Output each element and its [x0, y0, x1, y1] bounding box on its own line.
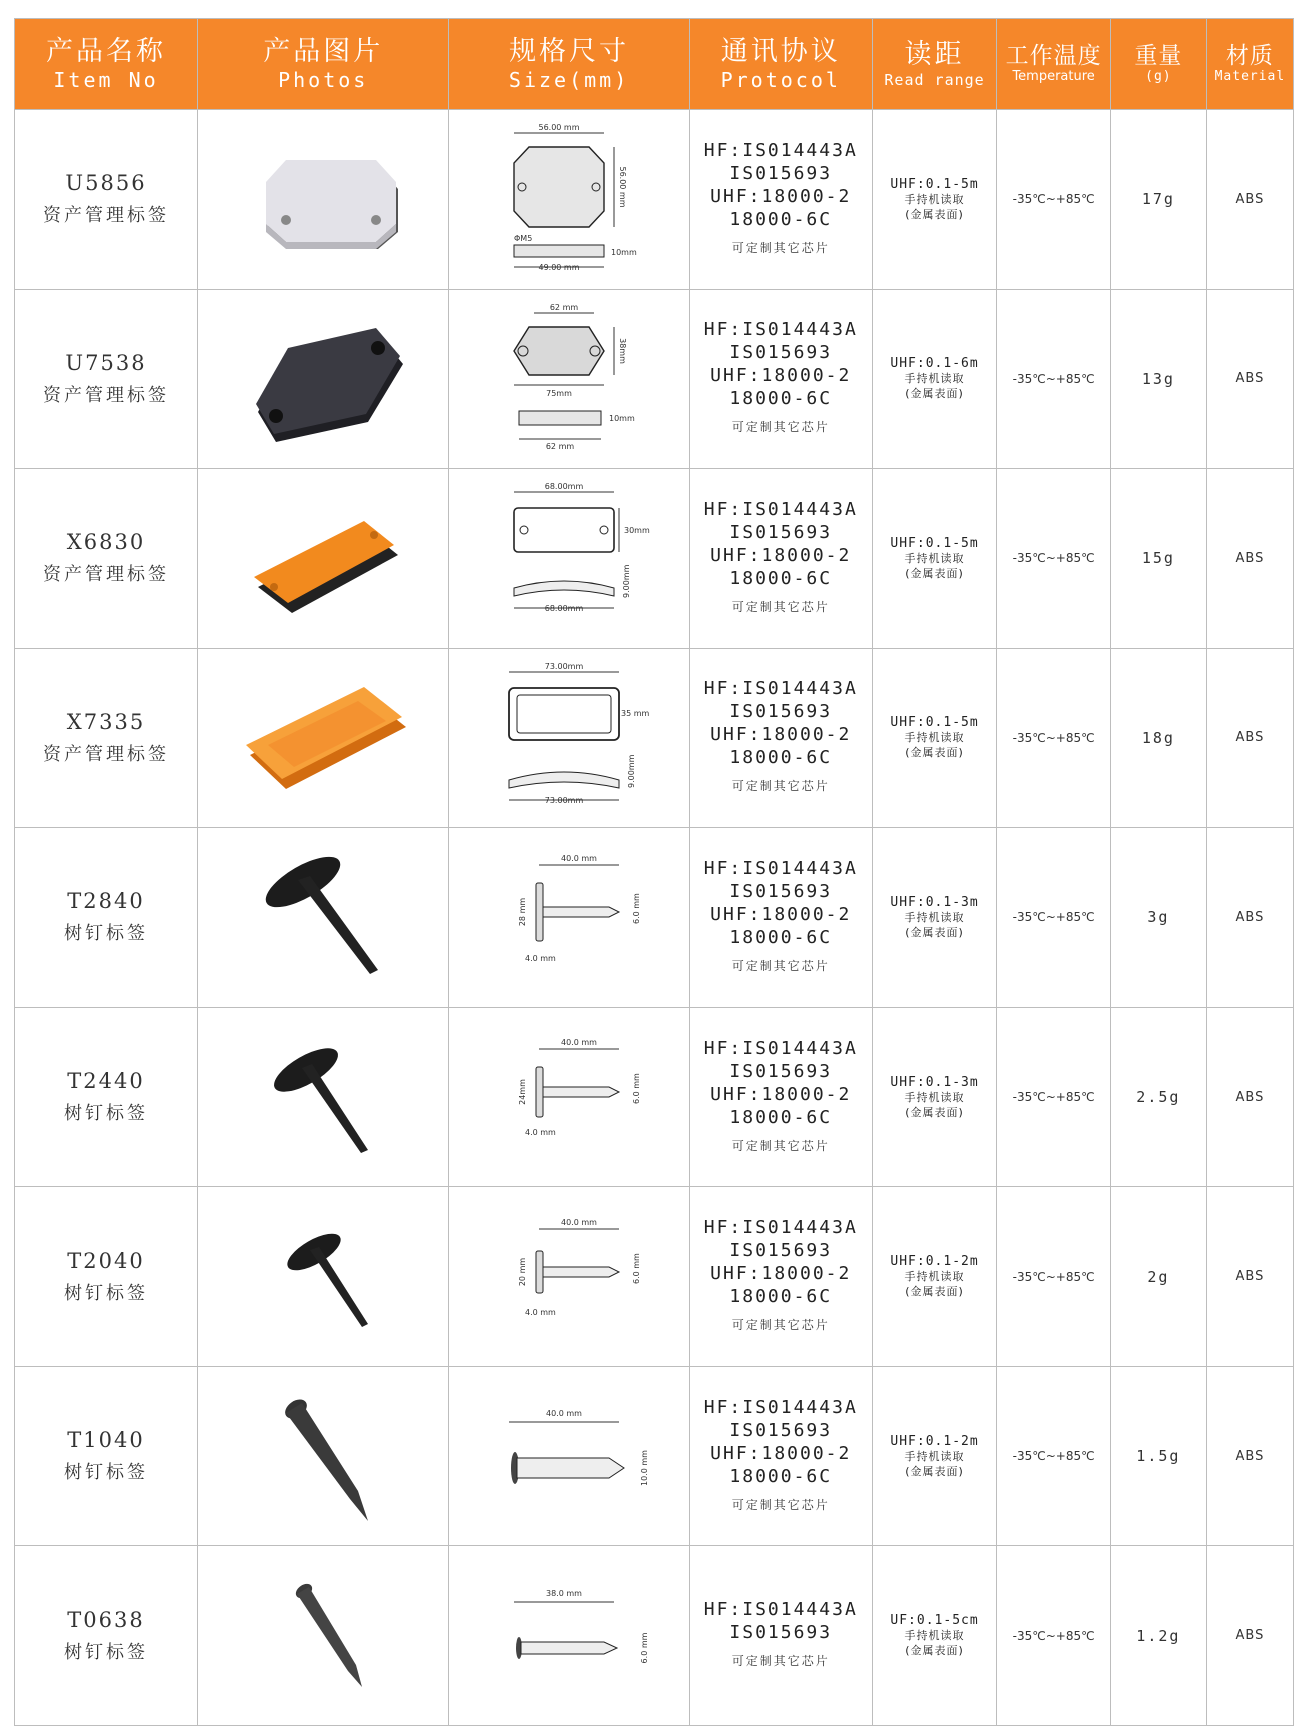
- item-number: U7538: [65, 350, 147, 375]
- size-drawing: [479, 478, 659, 638]
- item-cell: [15, 1187, 198, 1367]
- photo-cell: [198, 469, 449, 649]
- item-number: X6830: [66, 530, 146, 555]
- svg-text:4.0 mm: 4.0 mm: [525, 1128, 556, 1137]
- size-drawing: [479, 119, 659, 279]
- size-drawing: [479, 1566, 659, 1706]
- material-cell: ABS: [1206, 648, 1293, 828]
- item-number: T2040: [67, 1248, 145, 1273]
- weight-cell: 3g: [1110, 828, 1206, 1008]
- item-cell: [15, 1546, 198, 1726]
- product-photo: [228, 304, 418, 454]
- weight-cell: 17g: [1110, 110, 1206, 290]
- table-row: [15, 1187, 1294, 1367]
- product-photo: [228, 483, 418, 633]
- svg-text:68.00mm: 68.00mm: [544, 482, 584, 492]
- read-range-cell: UHF:0.1-3m 手持机读取 (金属表面): [872, 828, 997, 1008]
- size-cell: [449, 1007, 689, 1187]
- item-name: 树钉标签: [64, 1103, 148, 1124]
- product-photo: [228, 124, 418, 274]
- material-cell: ABS: [1206, 1187, 1293, 1367]
- protocol-cell: HF:IS014443A IS015693 UHF:18000-2 18000-6C 可定制其它芯片: [689, 110, 872, 290]
- material-cell: ABS: [1206, 110, 1293, 290]
- protocol-cell: HF:IS014443A IS015693 UHF:18000-2 18000-6C 可定制其它芯片: [689, 469, 872, 649]
- header-temperature: 工作温度 Temperature: [997, 19, 1111, 110]
- svg-text:30mm: 30mm: [624, 526, 650, 536]
- read-range-cell: UHF:0.1-2m 手持机读取 (金属表面): [872, 1366, 997, 1546]
- product-photo: [228, 1561, 418, 1711]
- table-row: [15, 1366, 1294, 1546]
- temperature-cell: -35℃~+85℃: [997, 1546, 1111, 1726]
- protocol-cell: HF:IS014443A IS015693 UHF:18000-2 18000-6C 可定制其它芯片: [689, 1366, 872, 1546]
- material-cell: ABS: [1206, 1366, 1293, 1546]
- item-cell: [15, 828, 198, 1008]
- material-cell: ABS: [1206, 1007, 1293, 1187]
- size-cell: [449, 469, 689, 649]
- svg-text:10mm: 10mm: [611, 248, 637, 258]
- svg-text:56.00 mm: 56.00 mm: [538, 123, 580, 133]
- item-number: U5856: [65, 171, 147, 196]
- photo-cell: [198, 648, 449, 828]
- size-cell: [449, 110, 689, 290]
- protocol-cell: HF:IS014443A IS015693 UHF:18000-2 18000-6C 可定制其它芯片: [689, 648, 872, 828]
- protocol-cell: HF:IS014443A IS015693 可定制其它芯片: [689, 1546, 872, 1726]
- size-drawing: [479, 1207, 659, 1347]
- item-number: T1040: [67, 1428, 145, 1453]
- material-cell: ABS: [1206, 469, 1293, 649]
- weight-cell: 18g: [1110, 648, 1206, 828]
- table-row: [15, 828, 1294, 1008]
- svg-text:4.0 mm: 4.0 mm: [525, 1307, 556, 1317]
- product-photo: [228, 1202, 418, 1352]
- svg-text:40.0 mm: 40.0 mm: [561, 854, 598, 864]
- item-number: X7335: [66, 709, 146, 734]
- svg-text:49.00 mm: 49.00 mm: [538, 263, 580, 273]
- size-cell: [449, 1366, 689, 1546]
- read-range-cell: UHF:0.1-5m 手持机读取 (金属表面): [872, 648, 997, 828]
- photo-cell: [198, 110, 449, 290]
- svg-text:73.00mm: 73.00mm: [544, 661, 584, 671]
- size-drawing: [479, 1386, 659, 1526]
- weight-cell: 15g: [1110, 469, 1206, 649]
- material-cell: ABS: [1206, 828, 1293, 1008]
- svg-text:75mm: 75mm: [546, 388, 572, 398]
- svg-text:9.00mm: 9.00mm: [622, 564, 632, 599]
- temperature-cell: -35℃~+85℃: [997, 289, 1111, 469]
- read-range-cell: UHF:0.1-5m 手持机读取 (金属表面): [872, 110, 997, 290]
- weight-cell: 13g: [1110, 289, 1206, 469]
- read-range-cell: UHF:0.1-6m 手持机读取 (金属表面): [872, 289, 997, 469]
- item-number: T2440: [67, 1069, 145, 1093]
- item-cell: [15, 289, 198, 469]
- size-drawing: [479, 658, 659, 818]
- material-cell: ABS: [1206, 1546, 1293, 1726]
- svg-text:10.0 mm: 10.0 mm: [640, 1450, 650, 1487]
- svg-text:38mm: 38mm: [618, 337, 628, 364]
- table-row: [15, 289, 1294, 469]
- read-range-cell: UHF:0.1-3m 手持机读取 (金属表面): [872, 1007, 997, 1187]
- svg-text:6.0 mm: 6.0 mm: [640, 1632, 650, 1664]
- svg-text:62 mm: 62 mm: [549, 302, 579, 312]
- svg-text:10mm: 10mm: [609, 413, 635, 423]
- svg-text:68.00mm: 68.00mm: [544, 604, 584, 614]
- svg-text:62 mm: 62 mm: [545, 441, 575, 451]
- item-name: 资产管理标签: [43, 205, 169, 227]
- temperature-cell: -35℃~+85℃: [997, 1187, 1111, 1367]
- svg-text:9.00mm: 9.00mm: [627, 754, 637, 788]
- temperature-cell: -35℃~+85℃: [997, 110, 1111, 290]
- item-cell: [15, 469, 198, 649]
- temperature-cell: -35℃~+85℃: [997, 469, 1111, 649]
- size-drawing: [479, 299, 659, 459]
- photo-cell: [198, 1366, 449, 1546]
- temperature-cell: -35℃~+85℃: [997, 1366, 1111, 1546]
- photo-cell: [198, 289, 449, 469]
- header-photos: 产品图片 Photos: [198, 19, 449, 110]
- header-weight: 重量 (g): [1110, 19, 1206, 110]
- table-row: [15, 1007, 1294, 1187]
- size-cell: [449, 1546, 689, 1726]
- svg-text:28 mm: 28 mm: [518, 898, 528, 927]
- svg-text:6.0 mm: 6.0 mm: [632, 893, 642, 925]
- product-photo: [228, 1381, 418, 1531]
- header-read-range: 读距 Read range: [872, 19, 997, 110]
- table-row: [15, 110, 1294, 290]
- svg-text:24mm: 24mm: [518, 1079, 528, 1105]
- weight-cell: 1.5g: [1110, 1366, 1206, 1546]
- table-row: [15, 469, 1294, 649]
- photo-cell: [198, 1007, 449, 1187]
- item-name: 树钉标签: [64, 1462, 148, 1484]
- item-cell: [15, 1007, 198, 1187]
- item-cell: [15, 1366, 198, 1546]
- size-drawing: [479, 1027, 659, 1167]
- svg-text:73.00mm: 73.00mm: [544, 795, 584, 805]
- header-protocol: 通讯协议 Protocol: [689, 19, 872, 110]
- item-name: 树钉标签: [64, 923, 148, 945]
- item-name: 资产管理标签: [43, 743, 169, 765]
- item-name: 资产管理标签: [43, 564, 169, 586]
- size-drawing: [479, 847, 659, 987]
- temperature-cell: -35℃~+85℃: [997, 828, 1111, 1008]
- svg-text:4.0 mm: 4.0 mm: [525, 954, 556, 964]
- photo-cell: [198, 828, 449, 1008]
- item-name: 树钉标签: [64, 1641, 148, 1663]
- temperature-cell: -35℃~+85℃: [997, 1007, 1111, 1187]
- svg-text:40.0 mm: 40.0 mm: [546, 1409, 583, 1419]
- protocol-cell: HF:IS014443A IS015693 UHF:18000-2 18000-6C 可定制其它芯片: [689, 1187, 872, 1367]
- item-number: T2840: [67, 889, 145, 914]
- table-row: [15, 1546, 1294, 1726]
- item-name: 资产管理标签: [43, 384, 169, 406]
- weight-cell: 2.5g: [1110, 1007, 1206, 1187]
- read-range-cell: UHF:0.1-2m 手持机读取 (金属表面): [872, 1187, 997, 1367]
- product-photo: [228, 842, 418, 992]
- photo-cell: [198, 1546, 449, 1726]
- header-row: [15, 19, 1294, 110]
- svg-text:6.0 mm: 6.0 mm: [632, 1252, 642, 1284]
- item-number: T0638: [67, 1607, 145, 1632]
- product-photo: [228, 663, 418, 813]
- svg-text:38.0 mm: 38.0 mm: [546, 1588, 583, 1598]
- size-cell: [449, 828, 689, 1008]
- protocol-cell: HF:IS014443A IS015693 UHF:18000-2 18000-6C 可定制其它芯片: [689, 828, 872, 1008]
- protocol-cell: HF:IS014443A IS015693 UHF:18000-2 18000-6C 可定制其它芯片: [689, 289, 872, 469]
- protocol-cell: HF:IS014443A IS015693 UHF:18000-2 18000-6C 可定制其它芯片: [689, 1007, 872, 1187]
- svg-text:20 mm: 20 mm: [518, 1257, 528, 1286]
- size-cell: [449, 1187, 689, 1367]
- svg-text:ΦM5: ΦM5: [514, 234, 533, 244]
- weight-cell: 2g: [1110, 1187, 1206, 1367]
- svg-text:6.0 mm: 6.0 mm: [632, 1073, 642, 1104]
- svg-text:40.0 mm: 40.0 mm: [561, 1217, 598, 1227]
- temperature-cell: -35℃~+85℃: [997, 648, 1111, 828]
- photo-cell: [198, 1187, 449, 1367]
- item-cell: [15, 110, 198, 290]
- material-cell: ABS: [1206, 289, 1293, 469]
- weight-cell: 1.2g: [1110, 1546, 1206, 1726]
- product-photo: [228, 1022, 418, 1172]
- svg-text:35 mm: 35 mm: [621, 708, 650, 718]
- svg-text:40.0 mm: 40.0 mm: [561, 1038, 598, 1047]
- read-range-cell: UHF:0.1-5m 手持机读取 (金属表面): [872, 469, 997, 649]
- size-cell: [449, 648, 689, 828]
- table-row: [15, 648, 1294, 828]
- svg-text:56.00 mm: 56.00 mm: [618, 166, 628, 208]
- header-size: 规格尺寸 Size(mm): [449, 19, 689, 110]
- header-item-no: 产品名称 Item No: [15, 19, 198, 110]
- item-cell: [15, 648, 198, 828]
- read-range-cell: UF:0.1-5cm 手持机读取 (金属表面): [872, 1546, 997, 1726]
- item-name: 树钉标签: [64, 1282, 148, 1304]
- size-cell: [449, 289, 689, 469]
- header-material: 材质 Material: [1206, 19, 1293, 110]
- product-spec-table: [14, 18, 1294, 1726]
